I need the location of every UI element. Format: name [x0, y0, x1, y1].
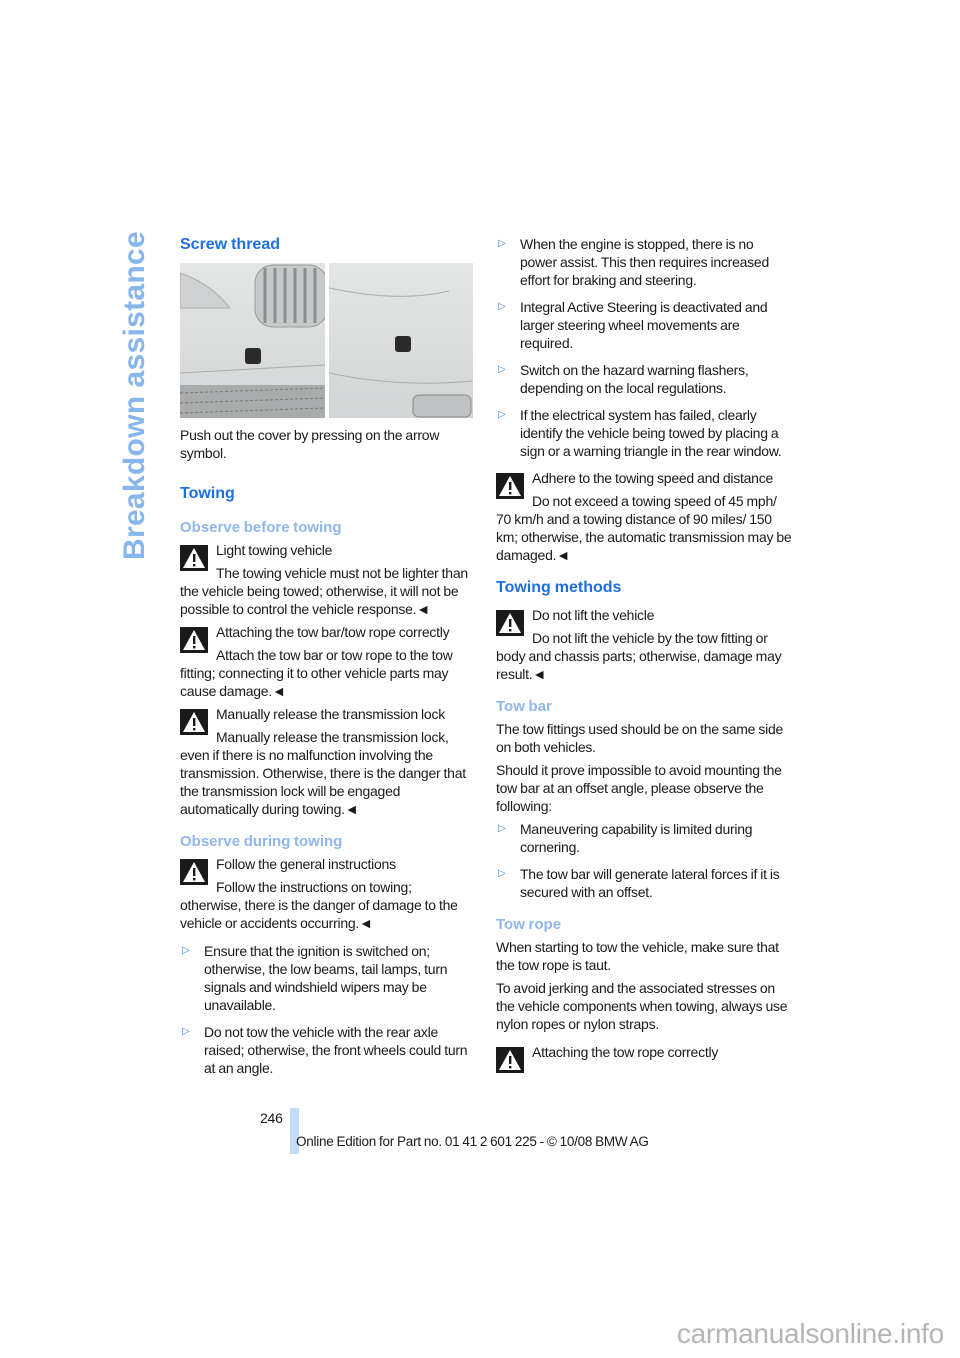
warning-light-towing-vehicle	[180, 541, 476, 618]
warning-general-instructions	[180, 855, 476, 932]
list-item-text: The tow bar will generate lateral forces if it is secured with an offset.	[520, 866, 780, 900]
list-item	[496, 235, 792, 289]
bullet-arrow-icon: ▷	[498, 301, 506, 312]
page-number: 246	[260, 1110, 283, 1126]
section-sidebar-title: Breakdown assistance	[118, 231, 151, 560]
warning-title: Light towing vehicle	[216, 542, 333, 558]
list-item-text: Maneuvering capability is limited during cornering.	[520, 821, 753, 855]
list-item	[180, 942, 476, 1014]
warning-triangle-icon	[496, 610, 524, 636]
page-footer	[260, 1108, 760, 1154]
warning-triangle-icon	[496, 1047, 524, 1073]
list-item-text: Integral Active Steering is deactivated and larger steering wheel movements are required.	[520, 299, 768, 351]
front-bumper-illustration	[180, 263, 325, 418]
tow-rope-text-2: To avoid jerking and the associated stresses on the vehicle components when towing, always use nylon ropes or nylon straps.	[496, 980, 788, 1032]
warning-triangle-icon	[180, 627, 208, 653]
list-item-text: Do not tow the vehicle with the rear axle raised; otherwise, the front wheels could turn at an angle.	[204, 1024, 468, 1076]
warning-title: Do not lift the vehicle	[532, 607, 655, 623]
list-item-text: Switch on the hazard warning flashers, depending on the local regulations.	[520, 362, 749, 396]
warning-towing-speed	[496, 469, 792, 564]
rear-bumper-illustration	[329, 263, 473, 418]
bullet-arrow-icon: ▷	[498, 868, 506, 879]
warning-title: Manually release the transmission lock	[216, 706, 445, 722]
left-column	[180, 235, 476, 1086]
list-item-text: If the electrical system has failed, clearly identify the vehicle being towed by placing a sign or a warning triangle in the rear window.	[520, 407, 782, 459]
list-item	[496, 865, 792, 901]
front-bumper-image	[180, 263, 325, 418]
warning-title: Adhere to the towing speed and distance	[532, 470, 773, 486]
warning-title: Attaching the tow bar/tow rope correctly	[216, 624, 450, 640]
heading-towing-methods: Towing methods	[496, 579, 622, 596]
warning-body: Follow the instructions on towing; otherwise, there is the danger of damage to the vehicle or accidents occurring.◄	[180, 879, 458, 931]
watermark: carmanualsonline.info	[676, 1318, 944, 1349]
warning-triangle-icon	[496, 473, 524, 499]
list-item	[496, 361, 792, 397]
warning-transmission-lock	[180, 705, 476, 818]
heading-observe-before-towing: Observe before towing	[180, 519, 342, 536]
tow-bar-text-1: The tow fittings used should be on the same side on both vehicles.	[496, 721, 784, 755]
list-item-text: When the engine is stopped, there is no power assist. This then requires increased effort for braking and steering.	[520, 236, 769, 288]
bullet-arrow-icon: ▷	[498, 364, 506, 375]
warning-title: Follow the general instructions	[216, 856, 396, 872]
heading-tow-bar: Tow bar	[496, 698, 552, 715]
right-column	[496, 235, 792, 1086]
list-item	[496, 820, 792, 856]
list-item-text: Ensure that the ignition is switched on; otherwise, the low beams, tail lamps, turn signals and windshield wipers may be unavailable.	[204, 943, 448, 1013]
bullet-arrow-icon: ▷	[498, 238, 506, 249]
heading-tow-rope: Tow rope	[496, 916, 562, 933]
bullet-arrow-icon: ▷	[498, 823, 506, 834]
content-columns	[180, 235, 792, 1086]
warning-body: Manually release the transmission lock, even if there is no malfunction involving the transmission. Otherwise, there is the danger that the transmission lock will be engaged automatically during towing.◄	[180, 729, 466, 817]
screw-thread-text: Push out the cover by pressing on the arrow symbol.	[180, 427, 440, 461]
bullet-arrow-icon: ▷	[182, 1026, 190, 1037]
warning-triangle-icon	[180, 859, 208, 885]
list-item	[496, 406, 792, 460]
list-item	[496, 298, 792, 352]
footer-edition: Online Edition for Part no. 01 41 2 601 225 - © 10/08 BMW AG	[296, 1134, 649, 1149]
warning-attach-tow-bar	[180, 623, 476, 700]
list-item	[180, 1023, 476, 1077]
bullet-arrow-icon: ▷	[182, 945, 190, 956]
warning-attach-tow-rope	[496, 1043, 792, 1075]
warning-title: Attaching the tow rope correctly	[532, 1044, 719, 1060]
warning-do-not-lift	[496, 606, 792, 683]
heading-observe-during-towing: Observe during towing	[180, 833, 343, 850]
tow-rope-text-1: When starting to tow the vehicle, make sure that the tow rope is taut.	[496, 939, 779, 973]
warning-triangle-icon	[180, 709, 208, 735]
warning-body: Attach the tow bar or tow rope to the tow fitting; connecting it to other vehicle parts may cause damage.◄	[180, 647, 453, 699]
bumper-images	[180, 263, 476, 418]
bullet-arrow-icon: ▷	[498, 409, 506, 420]
rear-bumper-image	[329, 263, 473, 418]
warning-body: The towing vehicle must not be lighter than the vehicle being towed; otherwise, it will not be possible to control the vehicle response.◄	[180, 565, 468, 617]
warning-body: Do not exceed a towing speed of 45 mph/ 70 km/h and a towing distance of 90 miles/ 150 km; otherwise, the automatic transmission may be damaged.◄	[496, 493, 792, 563]
heading-towing: Towing	[180, 485, 235, 502]
warning-body: Do not lift the vehicle by the tow fitting or body and chassis parts; otherwise, damage may result.◄	[496, 630, 782, 682]
warning-triangle-icon	[180, 545, 208, 571]
tow-bar-text-2: Should it prove impossible to avoid mounting the tow bar at an offset angle, please observe the following:	[496, 762, 782, 814]
heading-screw-thread: Screw thread	[180, 236, 280, 253]
